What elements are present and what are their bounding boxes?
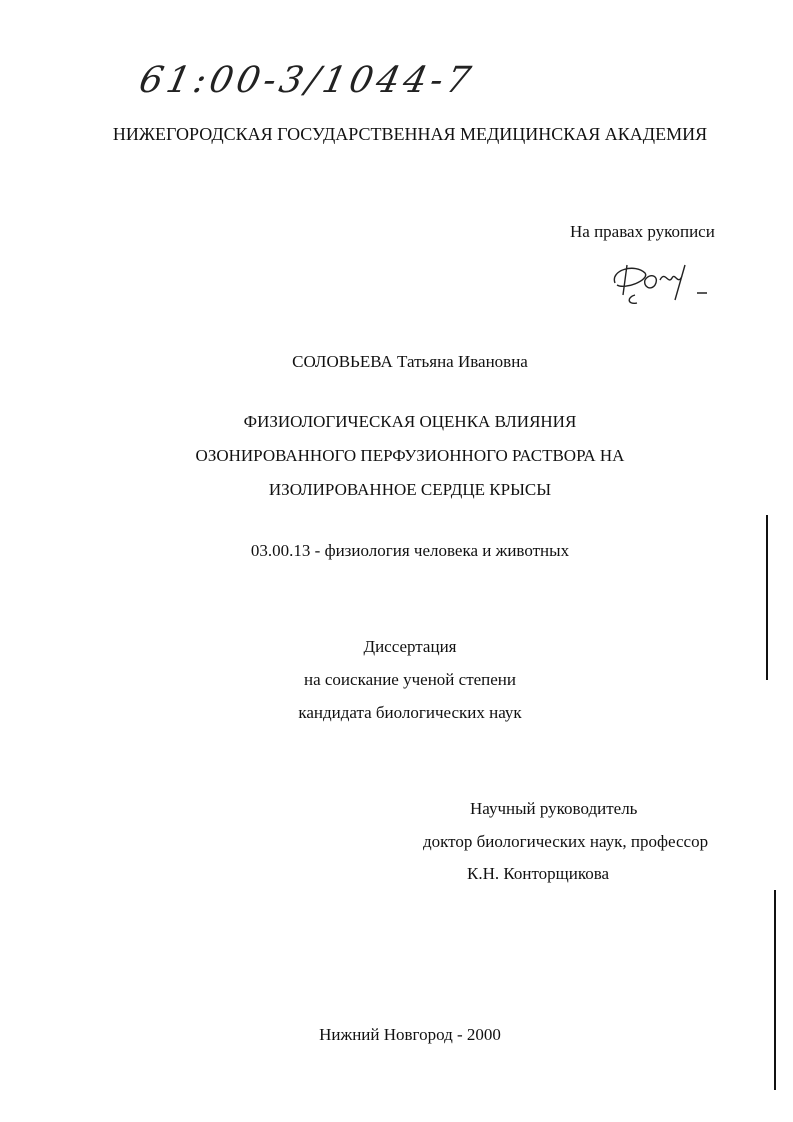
title-line-1: ФИЗИОЛОГИЧЕСКАЯ ОЦЕНКА ВЛИЯНИЯ bbox=[243, 412, 577, 431]
archive-code-handwritten: 61:00-3/1044-7 bbox=[135, 60, 478, 101]
rights-note: На правах рукописи bbox=[570, 222, 715, 241]
degree-line-3: кандидата биологических наук bbox=[298, 703, 522, 722]
degree-line-1: Диссертация bbox=[363, 637, 457, 656]
supervisor-name: К.Н. Конторщикова bbox=[467, 864, 610, 883]
specialty: 03.00.13 - физиология человека и животных bbox=[250, 541, 570, 560]
scan-edge-line bbox=[766, 515, 768, 680]
title-line-2: ОЗОНИРОВАННОГО ПЕРФУЗИОННОГО РАСТВОРА НА bbox=[195, 446, 625, 465]
title-line-3: ИЗОЛИРОВАННОЕ СЕРДЦЕ КРЫСЫ bbox=[268, 480, 552, 499]
signature bbox=[605, 255, 710, 310]
scan-edge-line bbox=[774, 890, 776, 1090]
author-name: СОЛОВЬЕВА Татьяна Ивановна bbox=[292, 352, 528, 371]
degree-line-2: на соискание ученой степени bbox=[303, 670, 517, 689]
supervisor-label: Научный руководитель bbox=[470, 799, 638, 818]
institution-name: НИЖЕГОРОДСКАЯ ГОСУДАРСТВЕННАЯ МЕДИЦИНСКАЯ АКАДЕМИЯ bbox=[112, 124, 708, 144]
place-year: Нижний Новгород - 2000 bbox=[319, 1025, 501, 1044]
supervisor-degree: доктор биологических наук, профессор bbox=[423, 832, 709, 851]
